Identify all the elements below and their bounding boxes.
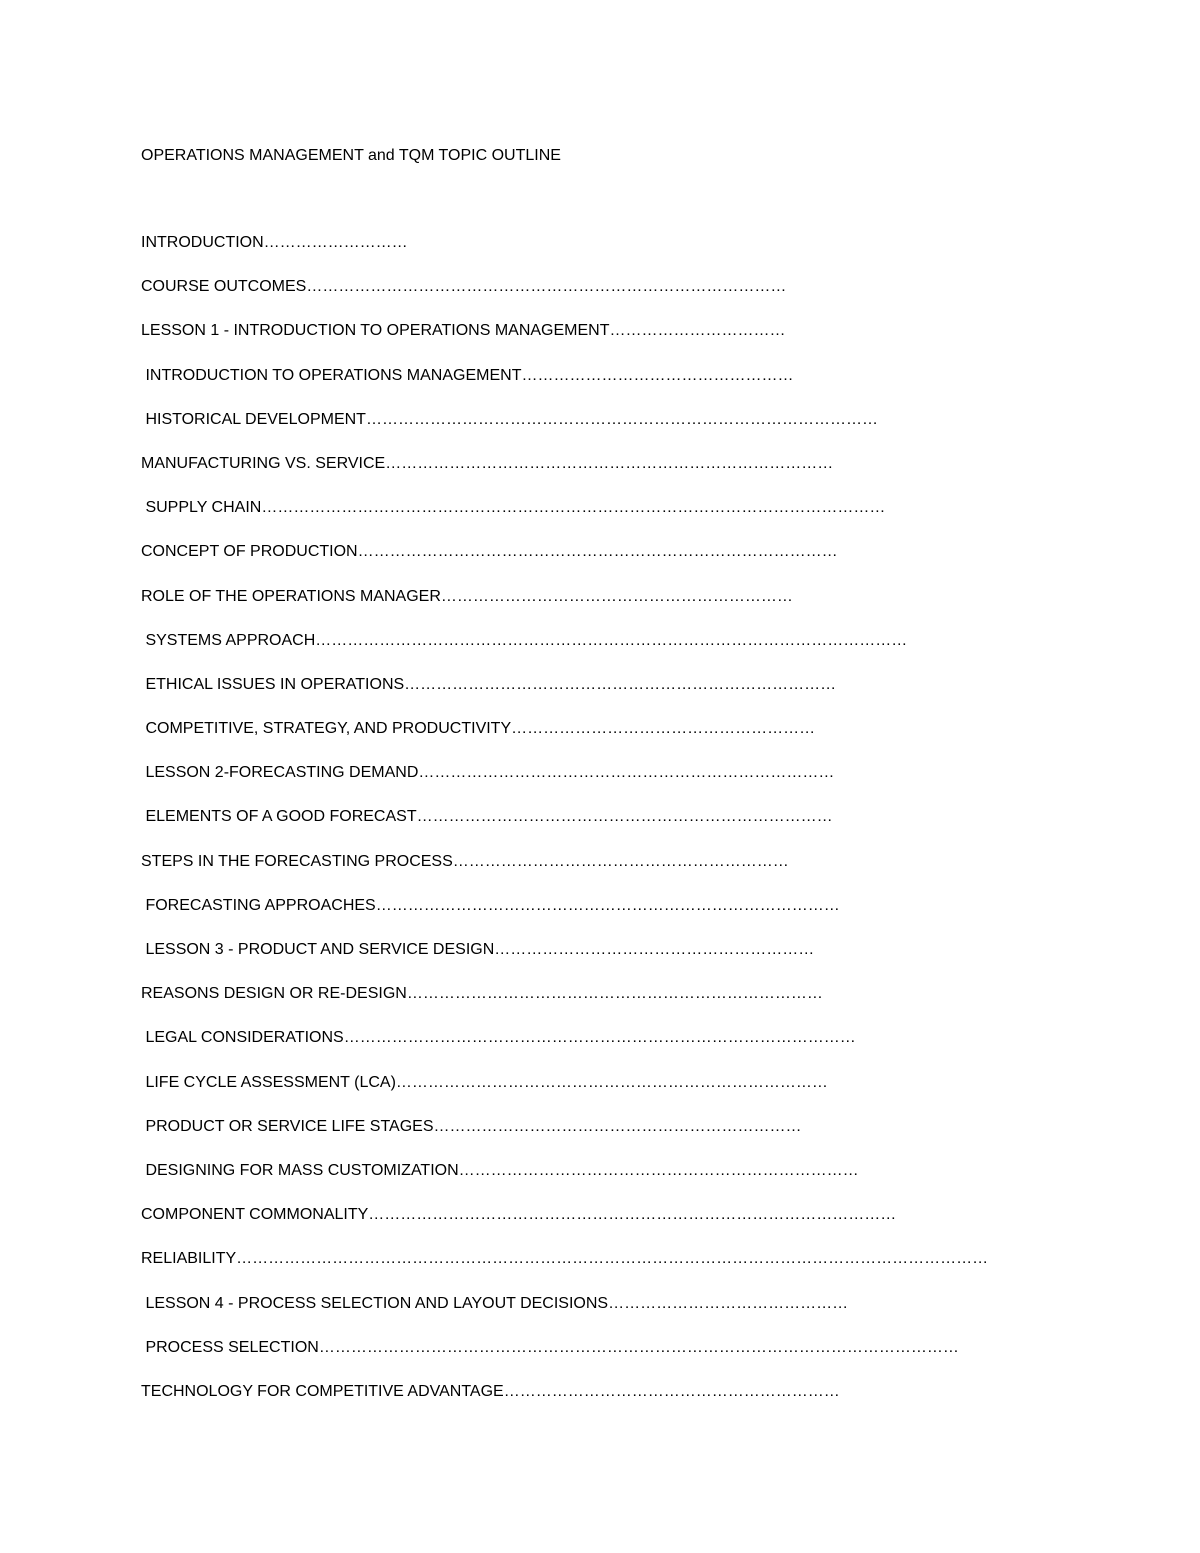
toc-entry-text: LEGAL CONSIDERATIONS……………………………………………………………………………………	[141, 1029, 856, 1047]
toc-entry	[141, 851, 901, 895]
toc-entry	[141, 1293, 901, 1337]
toc-entry-text: RELIABILITY……………………………………………………………………………………………………………………………	[141, 1250, 989, 1268]
toc-entry-text: LESSON 1 - INTRODUCTION TO OPERATIONS MANAGEMENT……………………………	[141, 322, 786, 340]
toc-entry	[141, 939, 901, 983]
toc-entry	[141, 1337, 959, 1381]
toc-entry-text: PROCESS SELECTION…………………………………………………………………………………………………………	[141, 1338, 959, 1356]
toc-entry	[141, 1248, 989, 1292]
toc-entry	[141, 1027, 901, 1071]
toc-entry	[141, 983, 901, 1027]
toc-entry-text: INTRODUCTION………………………	[141, 234, 408, 251]
toc-entry	[141, 1160, 901, 1204]
toc-entry-text: SUPPLY CHAIN………………………………………………………………………………………………………	[141, 499, 886, 517]
toc-entry	[141, 365, 901, 409]
toc-entry	[141, 806, 901, 850]
toc-entry-text: MANUFACTURING VS. SERVICE…………………………………………………………………………	[141, 454, 834, 472]
topic-outline-list	[141, 232, 989, 1425]
toc-entry	[141, 895, 901, 939]
toc-entry	[141, 586, 901, 630]
toc-entry	[141, 718, 901, 762]
toc-entry-text: COMPONENT COMMONALITY………………………………………………………………………………………	[141, 1206, 897, 1224]
toc-entry-text: CONCEPT OF PRODUCTION………………………………………………………………………………	[141, 543, 838, 561]
toc-entry-text: FORECASTING APPROACHES……………………………………………………………………………	[141, 896, 840, 914]
toc-entry-text: LESSON 3 - PRODUCT AND SERVICE DESIGN……………………………………………………	[141, 941, 815, 958]
toc-entry-text: LESSON 4 - PROCESS SELECTION AND LAYOUT DECISIONS………………………………………	[141, 1294, 849, 1312]
toc-entry-text: LESSON 2-FORECASTING DEMAND……………………………………………………………………	[141, 764, 835, 782]
toc-entry-text: ELEMENTS OF A GOOD FORECAST……………………………………………………………………	[141, 808, 833, 826]
toc-entry	[141, 762, 901, 806]
toc-entry-text: ROLE OF THE OPERATIONS MANAGER…………………………………………………………	[141, 587, 793, 605]
toc-entry-text: COMPETITIVE, STRATEGY, AND PRODUCTIVITY…………………………………………………	[141, 720, 816, 738]
toc-entry	[141, 1072, 901, 1116]
toc-entry	[141, 1204, 901, 1248]
toc-entry	[141, 541, 901, 585]
toc-entry-text: REASONS DESIGN OR RE-DESIGN……………………………………………………………………	[141, 985, 823, 1003]
toc-entry	[141, 497, 901, 541]
toc-entry-text: HISTORICAL DEVELOPMENT……………………………………………………………………………………	[141, 410, 878, 428]
toc-entry-text: COURSE OUTCOMES………………………………………………………………………………	[141, 278, 787, 296]
toc-entry-text: INTRODUCTION TO OPERATIONS MANAGEMENT……………………………………………	[141, 366, 794, 384]
toc-entry-text: DESIGNING FOR MASS CUSTOMIZATION…………………………………………………………………	[141, 1161, 859, 1179]
toc-entry-text: SYSTEMS APPROACH…………………………………………………………………………………………………	[141, 631, 908, 649]
toc-entry-text: LIFE CYCLE ASSESSMENT (LCA)………………………………………………………………………	[141, 1073, 828, 1091]
toc-entry	[141, 674, 901, 718]
document-title: OPERATIONS MANAGEMENT and TQM TOPIC OUTLINE	[141, 147, 561, 164]
toc-entry	[141, 320, 901, 364]
toc-entry	[141, 409, 901, 453]
toc-entry	[141, 630, 908, 674]
toc-entry-text: TECHNOLOGY FOR COMPETITIVE ADVANTAGE………………………………………………………	[141, 1382, 840, 1400]
toc-entry	[141, 232, 901, 276]
toc-entry-text: PRODUCT OR SERVICE LIFE STAGES……………………………………………………………	[141, 1117, 802, 1135]
toc-entry-text: ETHICAL ISSUES IN OPERATIONS………………………………………………………………………	[141, 675, 837, 693]
toc-entry	[141, 276, 901, 320]
toc-entry	[141, 453, 901, 497]
toc-entry-text: STEPS IN THE FORECASTING PROCESS………………………………………………………	[141, 852, 789, 870]
toc-entry	[141, 1116, 901, 1160]
toc-entry	[141, 1381, 901, 1425]
